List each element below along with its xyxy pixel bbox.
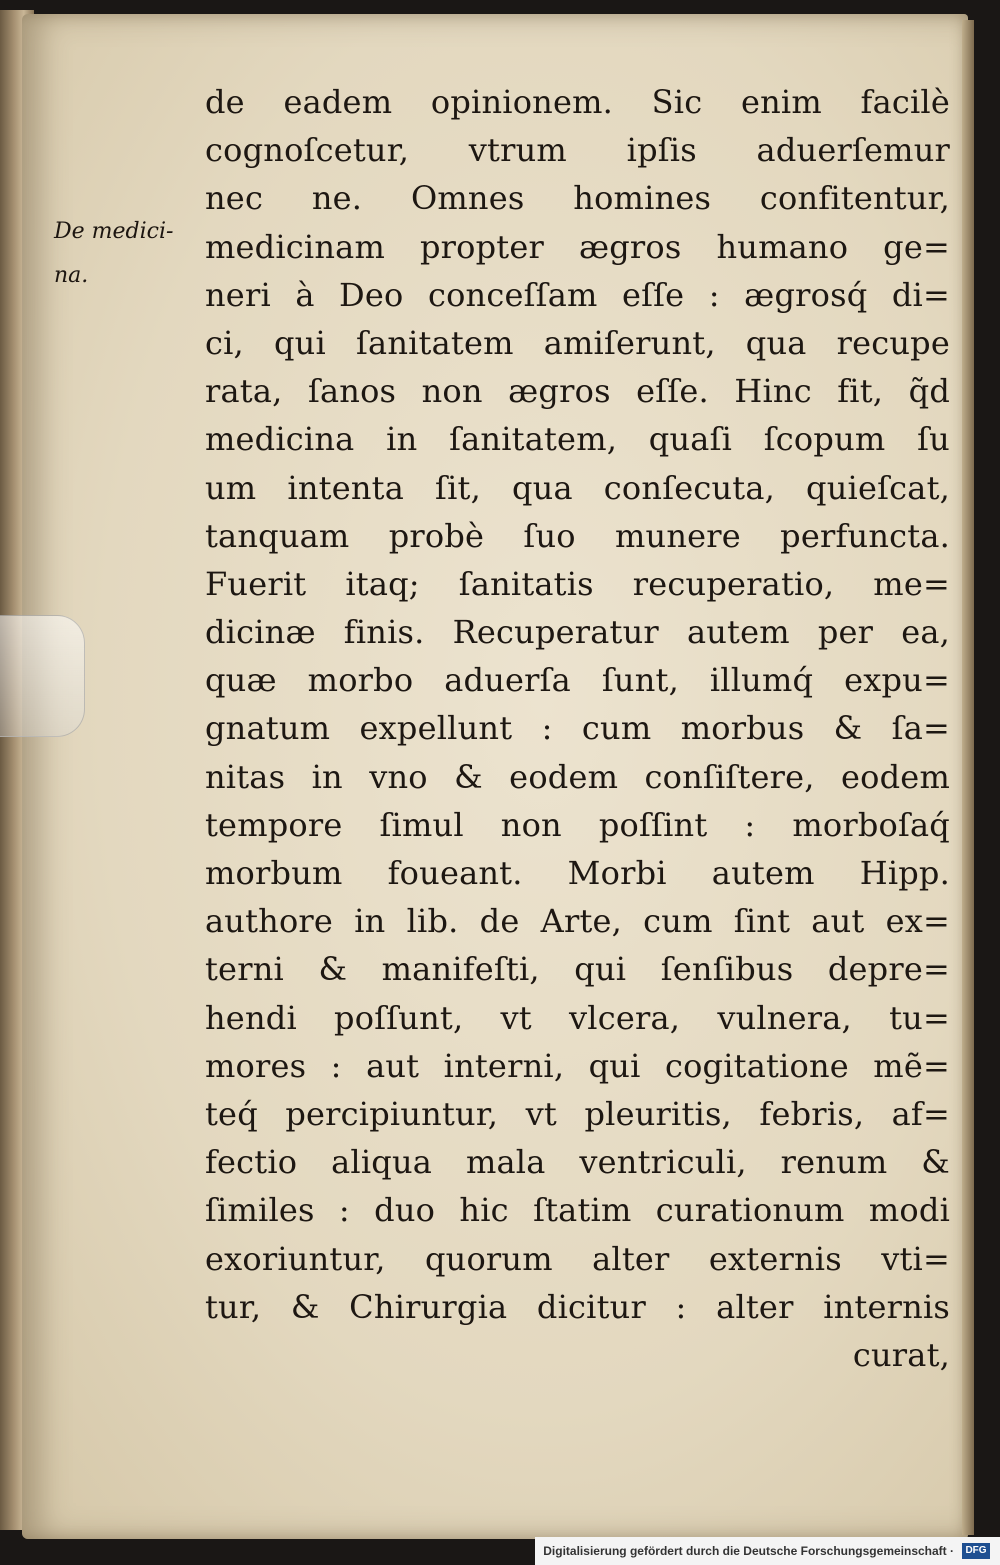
text-line: um intenta ſit, qua conſecuta, quieſcat,	[205, 468, 950, 507]
text-line: morbum foueant. Morbi autem Hipp.	[205, 854, 950, 892]
text-line: medicinam propter ægros humano ge=	[205, 227, 950, 266]
digitization-footer	[535, 1537, 1000, 1565]
text-line: dicinæ finis. Recuperatur autem per ea,	[205, 613, 950, 652]
text-line: mores : aut interni, qui cogitatione mẽ=	[205, 1046, 950, 1085]
funding-note: Digitalisierung gefördert durch die Deutsche Forschungsgemeinschaft ·	[543, 1544, 954, 1558]
body-text	[205, 78, 950, 1379]
text-line: tempore ſimul non poſſint : morboſaq́	[205, 805, 950, 844]
text-line: hendi poſſunt, vt vlcera, vulnera, tu=	[205, 998, 950, 1037]
text-line: ci, qui ſanitatem amiſerunt, qua recupe	[205, 323, 950, 362]
text-line: teq́ percipiuntur, vt pleuritis, febris, af=	[205, 1094, 950, 1133]
text-line: terni & manifeſti, qui ſenſibus depre=	[205, 950, 950, 989]
text-line: gnatum expellunt : cum morbus & ſa=	[205, 709, 950, 748]
text-line: nec ne. Omnes homines confitentur,	[205, 179, 950, 218]
text-line: tanquam probè ſuo munere perfuncta.	[205, 516, 950, 555]
text-line: cognoſcetur, vtrum ipſis aduerſemur	[205, 131, 950, 170]
text-line: rata, ſanos non ægros eſſe. Hinc fit, q̃d	[205, 372, 950, 411]
marginal-note: De medici- na.	[54, 219, 174, 288]
text-line: tur, & Chirurgia dicitur : alter internis	[205, 1287, 950, 1326]
text-line: nitas in vno & eodem conſiſtere, eodem	[205, 757, 950, 796]
dfg-logo-icon: DFG	[962, 1543, 990, 1559]
text-line: neri à Deo conceſſam eſſe : ægrosq́ di=	[205, 275, 950, 314]
text-line: Fuerit itaq; ſanitatis recuperatio, me=	[205, 564, 950, 603]
text-line: ſimiles : duo hic ſtatim curationum modi	[205, 1191, 950, 1230]
text-line: de eadem opinionem. Sic enim facilè	[205, 83, 950, 121]
page-clip	[0, 615, 85, 737]
text-line: authore in lib. de Arte, cum ſint aut ex=	[205, 902, 950, 941]
book-edge-right	[962, 20, 974, 1535]
catchword: curat,	[852, 1335, 950, 1374]
text-line: exoriuntur, quorum alter externis vti=	[205, 1239, 950, 1278]
text-line: quæ morbo aduerſa ſunt, illumq́ expu=	[205, 661, 950, 700]
text-line: medicina in ſanitatem, quaſi ſcopum ſu	[205, 420, 950, 459]
text-line: fectio aliqua mala ventriculi, renum &	[205, 1143, 950, 1182]
